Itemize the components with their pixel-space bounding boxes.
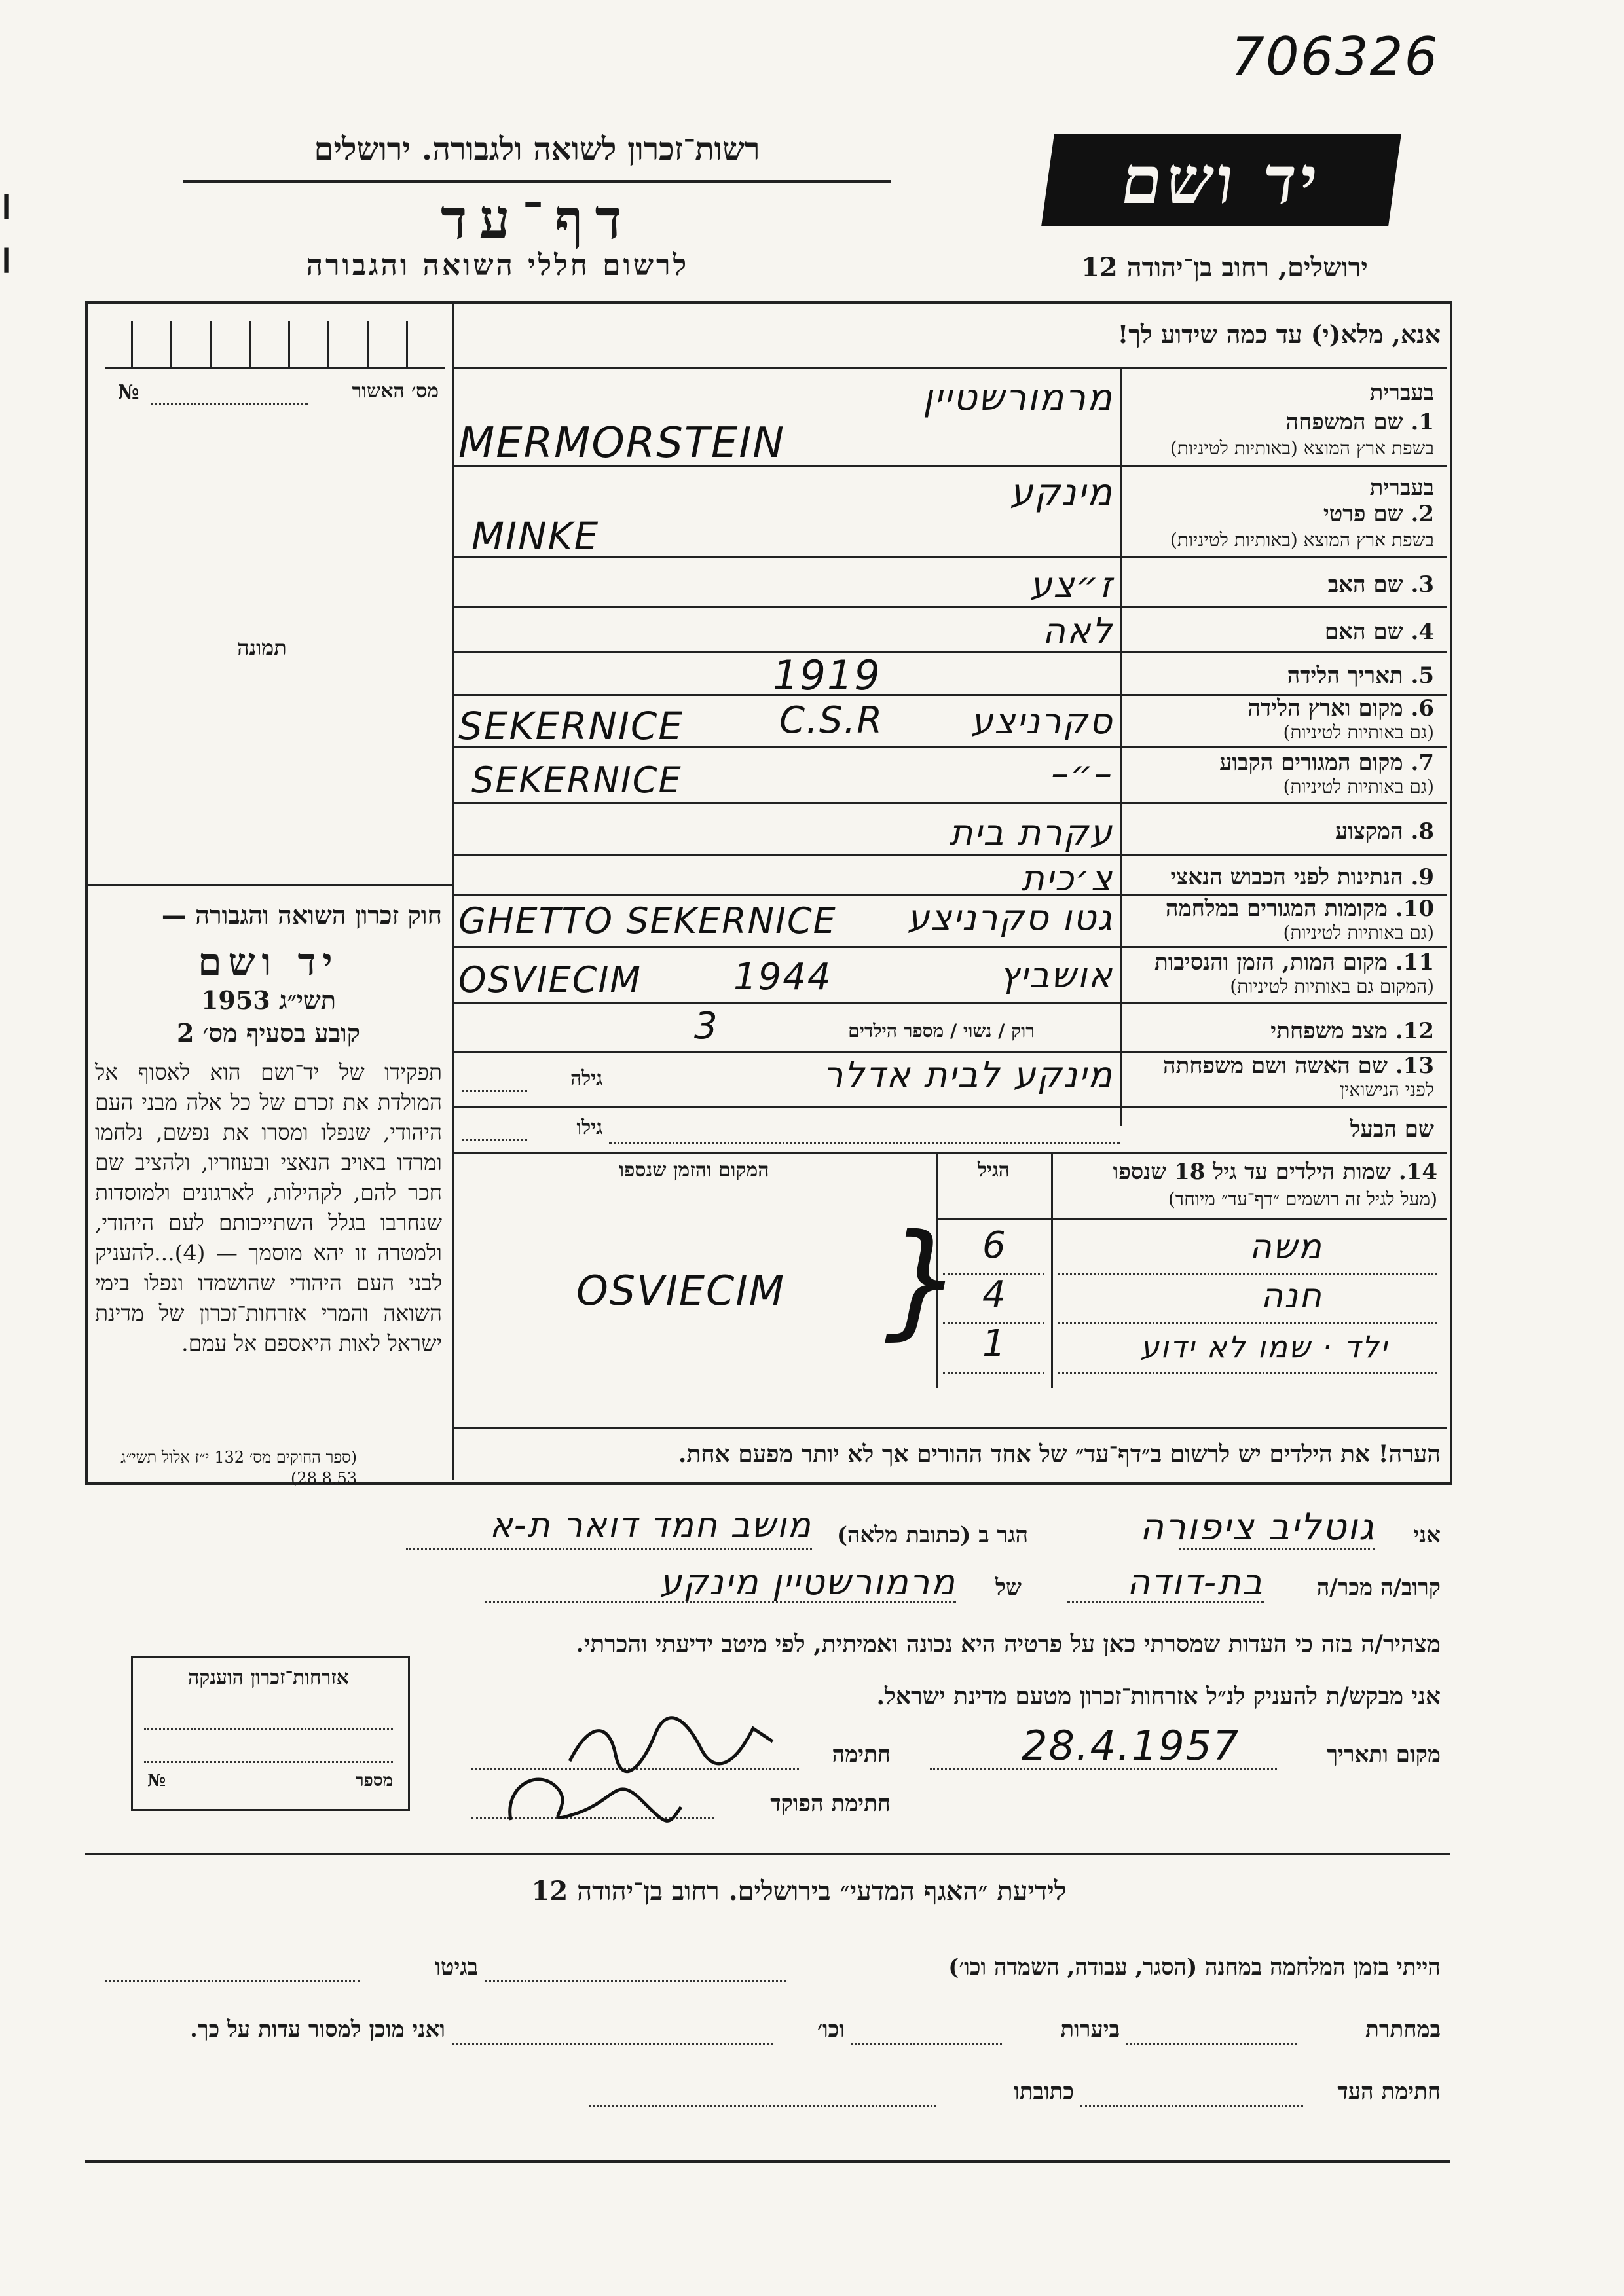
child-2-age: 4 [982,1273,1007,1316]
resides-label: הגר ב (כתובת מלאה) [836,1522,1028,1548]
field-7-title: מקום המגורים הקבוע [1219,750,1403,776]
death-year: 1944 [733,956,832,998]
child-1-name: משה [1249,1228,1323,1267]
yad-vashem-logo [1041,134,1401,226]
child-3-age: 1 [982,1322,1007,1365]
field-7-sub: (גם באותיות לטיניות) [1283,776,1434,797]
declaration-date: 28.4.1957 [1022,1722,1240,1770]
footer-witness-signature-label: חתימת העד [1337,2079,1441,2105]
citizenship-number-label: מספר [355,1771,393,1791]
field-8-title: המקצוע [1335,818,1403,845]
decl-i-label: אני [1413,1522,1441,1548]
field-13-sub: לפני הנישואין [1340,1079,1434,1101]
age-header: הגיל [977,1159,1010,1182]
footer-address-label: כתובתו [1014,2079,1074,2105]
wife-age-label: גילה [570,1067,602,1090]
child-1-age: 6 [982,1224,1007,1267]
law-text: תפקידו של יד־ושם הוא לאסוף אל המולדת את זכרם של כל אלה מבני העם היהודי, שנפלו ומסרו את נפשם, נלחמו ומרדו באויב הנאצי ובעוזריו, ולהציב שם חכר להם, לקהילות, לארגונים ולמוסדות שנחרבו בגלל השתייכותם לעם היהודי, ולמטרה זו יהא מוסמך — (4)...להעניק לבני העם היהודי שהושמדו ונפלו בימי השואה והמרי אזרחות־זכרון של מדינת ישראל לאות היאספם אל עמם. [95,1059,442,1356]
field-13-title: שם האשה ושם משפחתה [1163,1053,1388,1079]
children-title: שמות הילדים עד גיל 18 שנספו [1113,1159,1391,1185]
victim-name: מרמורשטיין מינקע [659,1561,956,1603]
place-header: המקום והזמן שנספו [619,1159,769,1182]
sidebar-divider [452,301,454,1480]
marital-options: רוק / נשוי / מספר הילדים [848,1020,1035,1042]
relation-label: קרוב/ה מכר/ה [1316,1575,1441,1601]
firstname-latin: MINKE [471,514,600,558]
field-2-title: שם פרטי [1323,501,1403,527]
field-10-sub: (גם באותיות לטיניות) [1283,922,1434,943]
witness-address: מושב חמד דואר ת-א [489,1506,812,1545]
citizenship-title: אזרחות־זכרון הוענקה [187,1666,350,1689]
death-place-latin: OSVIECIM [458,959,642,1000]
form-subtitle: לרשום חללי השואה והגבורה [306,249,690,282]
field-2-sub: בשפת ארץ המוצא (באותיות לטיניות) [1170,529,1434,551]
law-name: יד ושם [198,939,339,984]
wife-name: מינקע לבית אדלר [822,1054,1113,1095]
approval-label: מס׳ האשור [352,380,439,403]
surname-hebrew: מרמורשטיין [923,376,1113,419]
document-number: 706326 [1231,26,1439,87]
footer-forests-label: ביערות [1060,2016,1120,2043]
law-section: קובע בסעיף מס׳ 2 [176,1018,361,1048]
approval-no-label: № [118,381,139,404]
mother-name: לאה [1042,610,1113,651]
field-11-title: מקום המות, הזמן והנסיבות [1154,949,1388,975]
birthplace-latin: SEKERNICE [458,704,684,748]
place-date-label: מקום ותאריך [1327,1741,1441,1768]
field-12-title: מצב משפחתי [1270,1018,1388,1044]
footer-underground-label: במחתרת [1365,2016,1441,2043]
field-1-sub: בשפת ארץ המוצא (באותיות לטיניות) [1170,437,1434,459]
father-name: ז״צע [1029,564,1113,606]
footer-ghetto-label: בגיטו [435,1954,478,1980]
margin-mark: ו ו [0,177,13,284]
intro-text: אנא, מלא(י) עד כמה שידוע לך! [1117,319,1441,349]
decl-statement: מצהיר/ה בזה כי העדות שמסרתי כאן על פרטיה היא נכונה ואמיתית, לפי מיטב ידיעתי והכרתי. [576,1630,1441,1658]
birthplace-hebrew: סקרניצע [970,701,1113,742]
officer-signature-label: חתימת הפוקד [770,1791,891,1817]
field-5-title: תאריך הלידה [1287,663,1403,689]
footer-testimony-label: ואני מוכן למסור עדות על כך. [190,2016,445,2043]
nationality: צ׳כית [1021,858,1113,899]
officer-signature [498,1761,694,1833]
law-source: (ספר החוקים מס׳ 132 י״ז אלול תשי״ג 28.8.53) [120,1448,357,1487]
of-label: של [995,1575,1022,1601]
wartime-residence-hebrew: גטו סקרניצע [907,897,1113,938]
field-4-title: שם האם [1324,619,1403,645]
firstname-hebrew: מינקע [1010,471,1113,514]
residence-ditto: –״– [1051,753,1113,794]
logo-text: יד ושם [1116,141,1327,219]
authority-name: רשות־זכרון לשואה ולגבורה. ירושלים [314,131,760,168]
field-9-title: הנתינות לפני הכבוש הנאצי [1170,864,1403,890]
decl-request: אני מבקש/ת להעניק לנ״ל אזרחות־זכרון מטעם מדינת ישראל. [876,1683,1441,1710]
children-note: הערה! את הילדים יש לרשום ב״דף־עד״ של אחד ההורים אך לא יותר מפעם אחת. [678,1440,1441,1468]
death-place-hebrew: אושביץ [999,955,1113,996]
field-3-title: שם האב [1327,572,1403,598]
footer-title: לידיעת ״האגף המדעי״ בירושלים. רחוב בן־יהודה 12 [531,1876,1067,1906]
field-2-hint: בעברית [1369,475,1434,501]
law-year: תשי״ג 1953 [200,985,337,1015]
birth-country: C.S.R [779,699,884,742]
field-6-sub: (גם באותיות לטיניות) [1283,721,1434,743]
residence-latin: SEKERNICE [471,759,682,801]
signature-label: חתימה [832,1741,891,1768]
husband-age-label: גילו [576,1116,602,1139]
law-title: חוק זכרון השואה והגבורה — [161,900,442,930]
footer-etc-label: וכו׳ [817,2016,845,2043]
field-11-sub: (המקום גם באותיות לטיניות) [1230,975,1434,997]
husband-label: שם הבעל [1350,1116,1434,1142]
surname-latin: MERMORSTEIN [458,419,786,467]
form-title: דף־עד [440,187,633,251]
children-count: 3 [694,1005,719,1048]
field-1-title: שם המשפחה [1285,409,1403,435]
relation-value: בת-דודה [1126,1561,1264,1603]
wartime-residence-latin: GHETTO SEKERNICE [458,900,837,941]
child-3-name: ילד · שמו לא ידוע [1140,1329,1388,1364]
footer-camp-label: הייתי בזמן המלחמה במחנה (הסגר, עבודה, השמדה וכו׳) [948,1954,1441,1980]
citizenship-no: № [147,1771,166,1791]
field-6-title: מקום וארץ הלידה [1247,695,1403,721]
header-address: ירושלים, רחוב בן־יהודה 12 [1081,252,1368,283]
profession: עקרת בית [949,812,1113,853]
child-2-name: חנה [1261,1277,1323,1316]
header-rule [183,180,891,183]
field-1-label: בעברית [1369,380,1434,406]
field-10-title: מקומות המגורים במלחמה [1165,896,1388,922]
bracket-mark: } [884,1207,965,1352]
children-death-place: OSVIECIM [576,1267,786,1315]
witness-name: גוטליב ציפורה [1139,1506,1375,1548]
photo-placeholder: תמונה [237,635,287,660]
birth-date: 1919 [773,651,881,699]
children-sub: (מעל לגיל זה רושמים ״דף־עד״ מיוחד) [1168,1188,1437,1210]
